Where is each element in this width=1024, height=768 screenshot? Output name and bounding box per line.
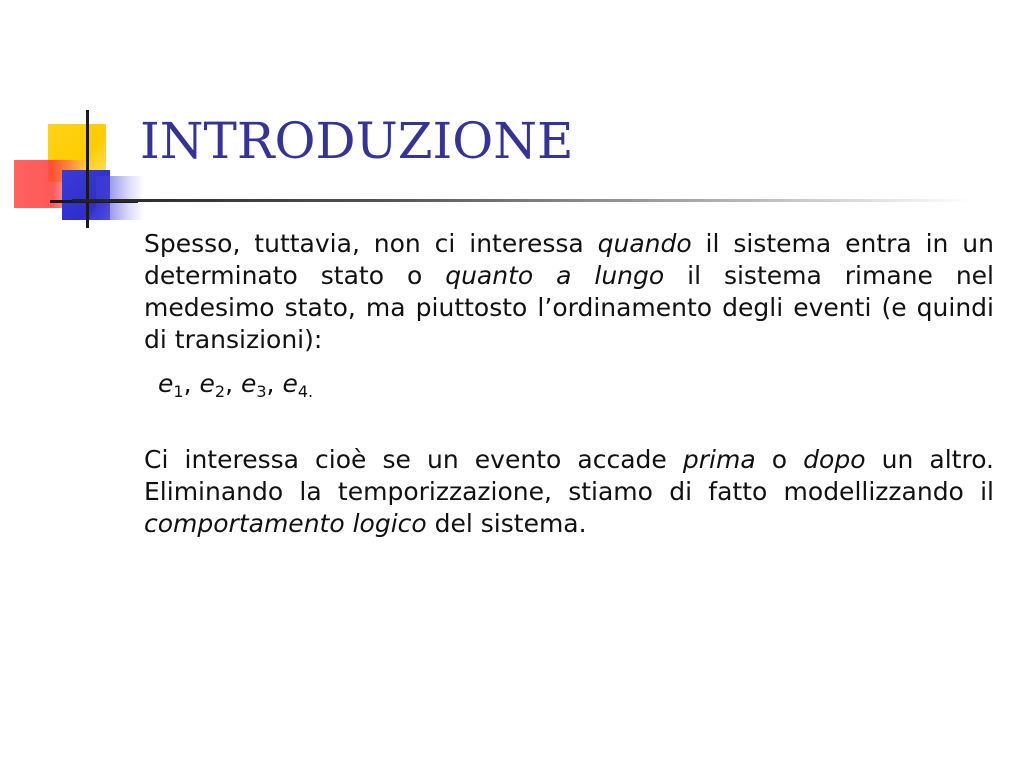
- paragraph-1: [144, 228, 994, 356]
- logo-blue-fade: [96, 176, 144, 220]
- event-index: 3: [256, 382, 267, 401]
- event-separator: ,: [225, 369, 241, 398]
- paragraph-1-text-b: il sistema entra in un determinato stato o: [144, 229, 994, 290]
- emphasis-quando: quando: [597, 229, 692, 258]
- paragraph-1-text-a: Spesso, tuttavia, non ci interessa: [144, 229, 598, 258]
- emphasis-prima: prima: [682, 445, 756, 474]
- event-sequence: [158, 368, 994, 400]
- event-symbol: e: [199, 369, 215, 398]
- slide-title: INTRODUZIONE: [140, 112, 574, 170]
- event-separator: ,: [183, 369, 200, 398]
- logo-vertical-line: [86, 110, 89, 228]
- event-symbol: e: [158, 369, 174, 398]
- event-index: 2: [214, 382, 226, 401]
- paragraph-2: [144, 444, 994, 540]
- emphasis-dopo: dopo: [803, 445, 866, 474]
- event-index: 4.: [297, 382, 314, 401]
- title-underline: [72, 199, 972, 202]
- event-separator: ,: [266, 369, 283, 398]
- emphasis-quanto-a-lungo: quanto a lungo: [445, 261, 665, 290]
- event-index: 1: [173, 382, 184, 401]
- paragraph-1-text-c: il sistema rimane nel medesimo stato, ma piuttosto l’ordinamento degli eventi (e quindi di transizioni):: [144, 261, 994, 354]
- paragraph-2-text-c: un altro. Eliminando la temporizzazione, stiamo di fatto modellizzando il: [144, 445, 994, 506]
- slide-body: [144, 228, 994, 540]
- paragraph-2-text-d: del sistema.: [426, 509, 587, 538]
- emphasis-comportamento-logico: comportamento logico: [144, 509, 427, 538]
- event-symbol: e: [240, 369, 257, 398]
- paragraph-2-text-a: Ci interessa cioè se un evento accade: [144, 445, 683, 474]
- event-symbol: e: [282, 369, 298, 398]
- paragraph-2-text-b: o: [755, 445, 804, 474]
